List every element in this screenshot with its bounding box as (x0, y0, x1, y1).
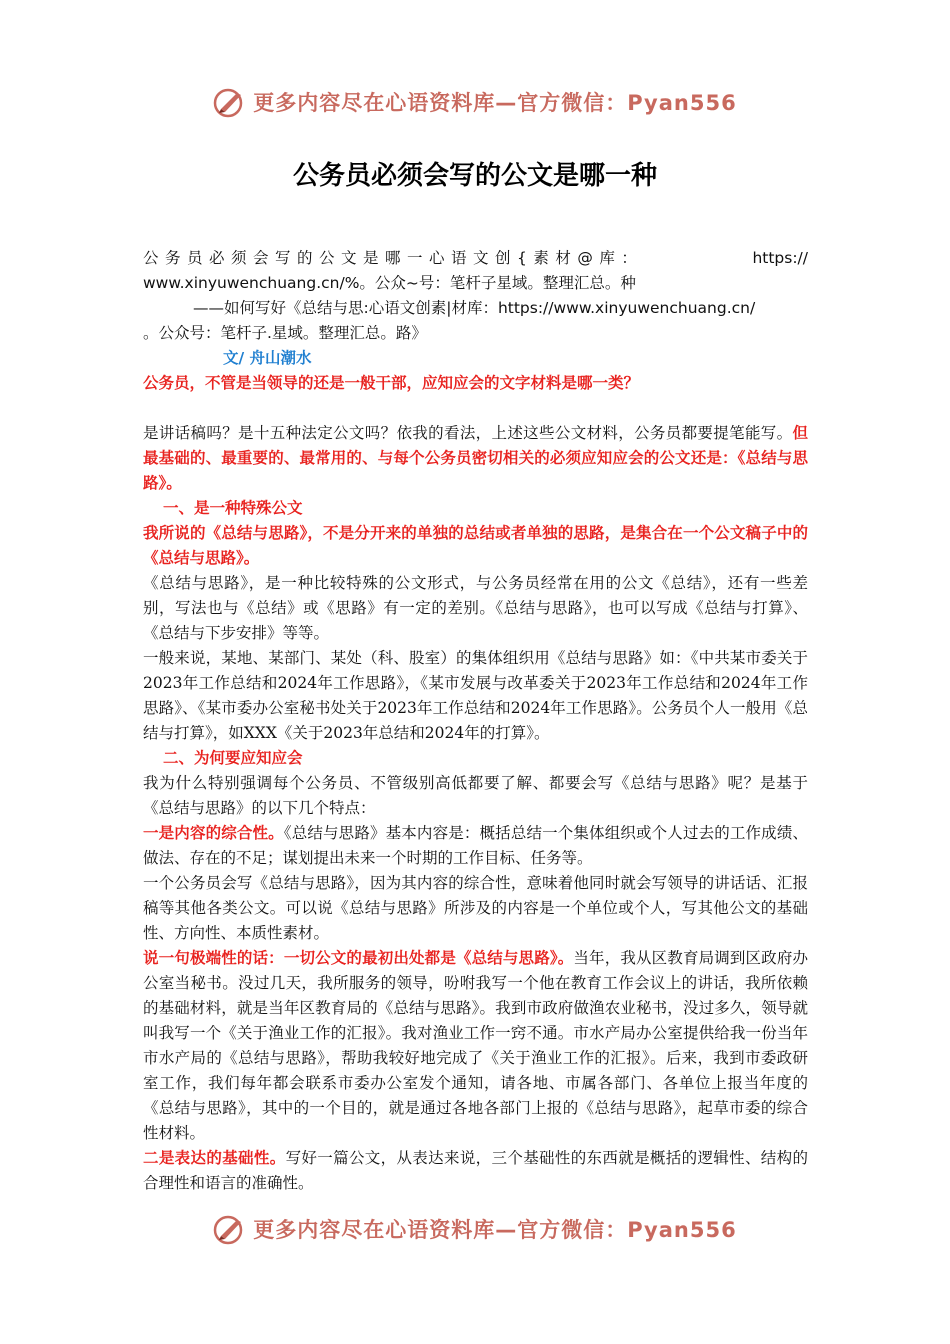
section-heading-2: 二、为何要应知应会 (163, 749, 303, 767)
footer-banner (0, 1209, 950, 1249)
banner-text: 更多内容尽在心语资料库—官方微信：Pyan556 (253, 91, 737, 115)
intro-line-2: www.xinyuwenchuang.cn/%。公众~号：笔杆子星域。整理汇总。种 (143, 274, 636, 292)
document-body (143, 246, 808, 1196)
paragraph-5: 我为什么特别强调每个公务员、不管级别高低都要了解、都要会写《总结与思路》呢？是基于《总结与思路》的以下几个特点： (143, 774, 808, 817)
paragraph-3: 《总结与思路》，是一种比较特殊的公文形式，与公务员经常在用的公文《总结》，还有一些差别，写法也与《总结》或《思路》有一定的差别。《总结与思路》，也可以写成《总结与打算》、《总结与下步安排》等等。 (143, 574, 808, 642)
paragraph-6: 一个公务员会写《总结与思路》，因为其内容的综合性，意味着他同时就会写领导的讲话话、汇报稿等其他各类公文。可以说《总结与思路》所涉及的内容是一个单位或个人，写其他公文的基础性、方向性、本质性素材。 (143, 874, 808, 942)
point-2: 二是表达的基础性。写好一篇公文，从表达来说，三个基础性的东西就是概括的逻辑性、结构的合理性和语言的准确性。 (143, 1149, 808, 1192)
page-title: 公务员必须会写的公文是哪一种 (292, 161, 657, 191)
banner-text: 更多内容尽在心语资料库—官方微信：Pyan556 (253, 1218, 737, 1242)
intro-line-3: ——如何写好《总结与思:心语文创素|材库：https://www.xinyuwenchuang.cn/ (193, 299, 756, 317)
paragraph-2: 我所说的《总结与思路》，不是分开来的单独的总结或者单独的思路，是集合在一个公文稿子中的《总结与思路》。 (143, 524, 808, 567)
point-1: 一是内容的综合性。《总结与思路》基本内容是：概括总结一个集体组织或个人过去的工作成绩、做法、存在的不足；谋划提出未来一个时期的工作目标、任务等。 (143, 824, 808, 867)
paragraph-7: 说一句极端性的话：一切公文的最初出处都是《总结与思路》。当年，我从区教育局调到区政府办公室当秘书。没过几天，我所服务的领导，吩咐我写一个他在教育工作会议上的讲话，我所依赖的基础材料，就是当年区教育局的《总结与思路》。我到市政府做渔农业秘书，没过多久，领导就叫我写一个《关于渔业工作的汇报》。我对渔业工作一窍不通。市水产局办公室提供给我一份当年市水产局的《总结与思路》，帮助我较好地完成了《关于渔业工作的汇报》。后来，我到市委政研室工作，我们每年都会联系市委办公室发个通知，请各地、市属各部门、各单位上报当年度的《总结与思路》，其中的一个目的，就是通过各地各部门上报的《总结与思路》，起草市委的综合性材料。 (143, 949, 808, 1142)
intro-line-1: 公务员必须会写的公文是哪一心语文创{素材@库： https:// (143, 249, 808, 267)
section-heading-1: 一、是一种特殊公文 (163, 499, 303, 517)
pen-in-circle-icon (213, 85, 247, 119)
paragraph-1: 是讲话稿吗？是十五种法定公文吗？依我的看法，上述这些公文材料，公务员都要提笔能写。但最基础的、最重要的、最常用的、与每个公务员密切相关的必须应知应会的公文还是：《总结与思路》。 (143, 424, 808, 492)
intro-line-4: 。公众号：笔杆子.星域。整理汇总。路》 (143, 324, 427, 342)
author-line: 文/ 舟山潮水 (223, 349, 312, 367)
question-line: 公务员，不管是当领导的还是一般干部，应知应会的文字材料是哪一类？ (143, 374, 640, 392)
pen-in-circle-icon (213, 1212, 247, 1246)
header-banner (0, 82, 950, 122)
paragraph-4: 一般来说，某地、某部门、某处（科、股室）的集体组织用《总结与思路》如：《中共某市委关于2023年工作总结和2024年工作思路》，《某市发展与改革委关于2023年工作总结和2024年工作思路》、《某市委办公室秘书处关于2023年工作总结和2024年工作思路》。公务员个人一般用《总结与打算》，如XXX《关于2023年总结和2024年的打算》。 (143, 649, 808, 742)
